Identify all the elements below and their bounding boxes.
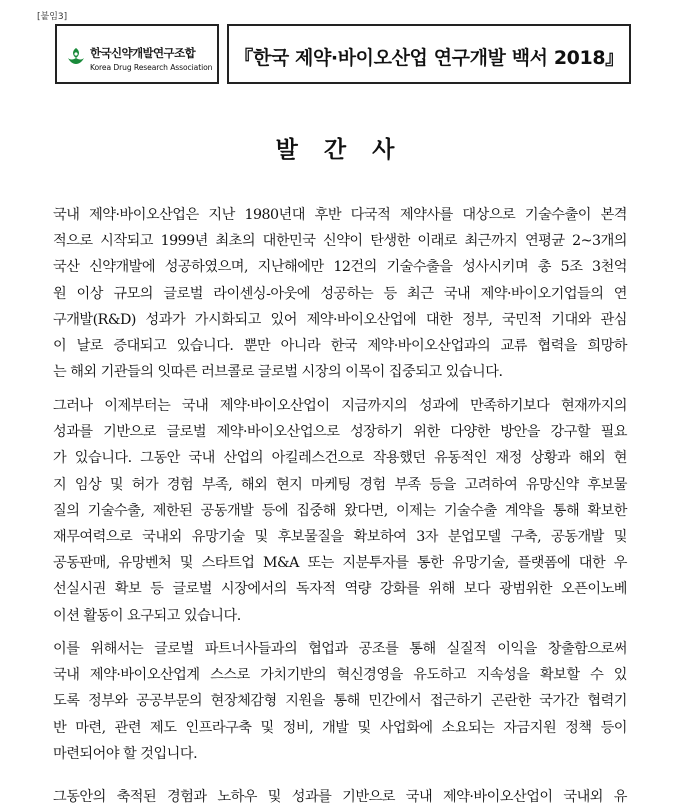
organization-name-korean: 한국신약개발연구조합 (90, 46, 196, 60)
paragraph-line: 재무여력으로 국내외 유망기술 및 후보물질을 확보하여 3자 분업모델 구축, 공동개발 및 (53, 528, 627, 545)
paragraph-2 (53, 393, 627, 629)
paragraph-line: 국산 신약개발에 성공하였으며, 지난해에만 12건의 기술수출을 성사시키며 총 5조 3천억 (53, 259, 627, 276)
paragraph-line: 국내 제약·바이오산업계 스스로 가치기반의 혁신경영을 유도하고 지속성을 확보할 수 있 (53, 667, 627, 684)
paragraph-3 (53, 636, 627, 767)
paragraph-line: 선실시권 확보 등 글로벌 시장에서의 독자적 역량 강화를 위해 보다 광범위한 오픈이노베 (53, 581, 627, 598)
paragraph-line: 가 있습니다. 그동안 국내 산업의 아킬레스건으로 작용했던 유동적인 재정 상황과 해외 현 (53, 450, 627, 467)
paragraph-line: 그동안의 축적된 경험과 노하우 및 성과를 기반으로 국내 제약·바이오산업이 국내외 유 (53, 789, 627, 805)
paragraph-line: 는 해외 기관들의 잇따른 러브콜로 글로벌 시장의 이목이 집중되고 있습니다. (53, 364, 503, 381)
document-title-box (227, 24, 631, 84)
organization-name-english: Korea Drug Research Association (90, 63, 213, 72)
paragraph-line: 이 날로 증대되고 있습니다. 뿐만 아니라 한국 제약·바이오산업과의 교류 협력을 희망하 (53, 337, 627, 354)
paragraph-line: 공동판매, 유망벤처 및 스타트업 M&A 또는 지분투자를 통한 유망기술, 플랫폼에 대한 우 (53, 555, 627, 572)
paragraph-line: 원 이상 규모의 글로벌 라이센싱-아웃에 성공하는 등 최근 국내 제약·바이오기업들의 연 (53, 285, 627, 302)
document-title: 『한국 제약·바이오산업 연구개발 백서 2018』 (234, 47, 624, 69)
paragraph-line: 마련되어야 할 것입니다. (53, 745, 198, 762)
paragraph-line: 그러나 이제부터는 국내 제약·바이오산업이 지금까지의 성과에 만족하기보다 현재까지의 (53, 398, 627, 414)
paragraph-line: 질의 기술수출, 제한된 공동개발 등에 집중해 왔다면, 이제는 기술수출 계약을 통해 확보한 (53, 502, 627, 519)
paragraph-1 (53, 202, 627, 385)
paragraph-4 (53, 784, 627, 810)
section-heading: 발 간 사 (275, 137, 404, 163)
paragraph-line: 구개발(R&D) 성과가 가시화되고 있어 제약·바이오산업에 대한 정부, 국민적 기대와 관심 (53, 311, 627, 328)
paragraph-line: 성과를 기반으로 글로벌 제약·바이오산업으로 성장하기 위한 다양한 방안을 강구할 필요 (53, 424, 627, 441)
kdra-logo-icon (66, 46, 86, 66)
paragraph-line: 지 임상 및 허가 경험 부족, 해외 현지 마케팅 경험 부족 등을 고려하여 유망신약 후보물 (53, 476, 627, 493)
document-header (55, 24, 631, 88)
paragraph-line: 반 마련, 관련 제도 인프라구축 및 정비, 개발 및 사업화에 소요되는 자금지원 정책 등이 (53, 719, 627, 736)
organization-logo-box (55, 24, 219, 84)
attachment-label: [붙임3] (37, 12, 68, 22)
paragraph-line: 이션 활동이 요구되고 있습니다. (53, 607, 241, 624)
paragraph-line: 적으로 시작되고 1999년 최초의 대한민국 신약이 탄생한 이래로 최근까지 연평균 2~3개의 (53, 233, 627, 250)
paragraph-line: 이를 위해서는 글로벌 파트너사들과의 협업과 공조를 통해 실질적 이익을 창출함으로써 (53, 641, 627, 657)
paragraph-line: 국내 제약·바이오산업은 지난 1980년대 후반 다국적 제약사를 대상으로 기술수출이 본격 (53, 207, 627, 223)
paragraph-line: 도록 정부와 공공부문의 현장체감형 지원을 통해 민간에서 접근하기 곤란한 국가간 협력기 (53, 693, 627, 710)
